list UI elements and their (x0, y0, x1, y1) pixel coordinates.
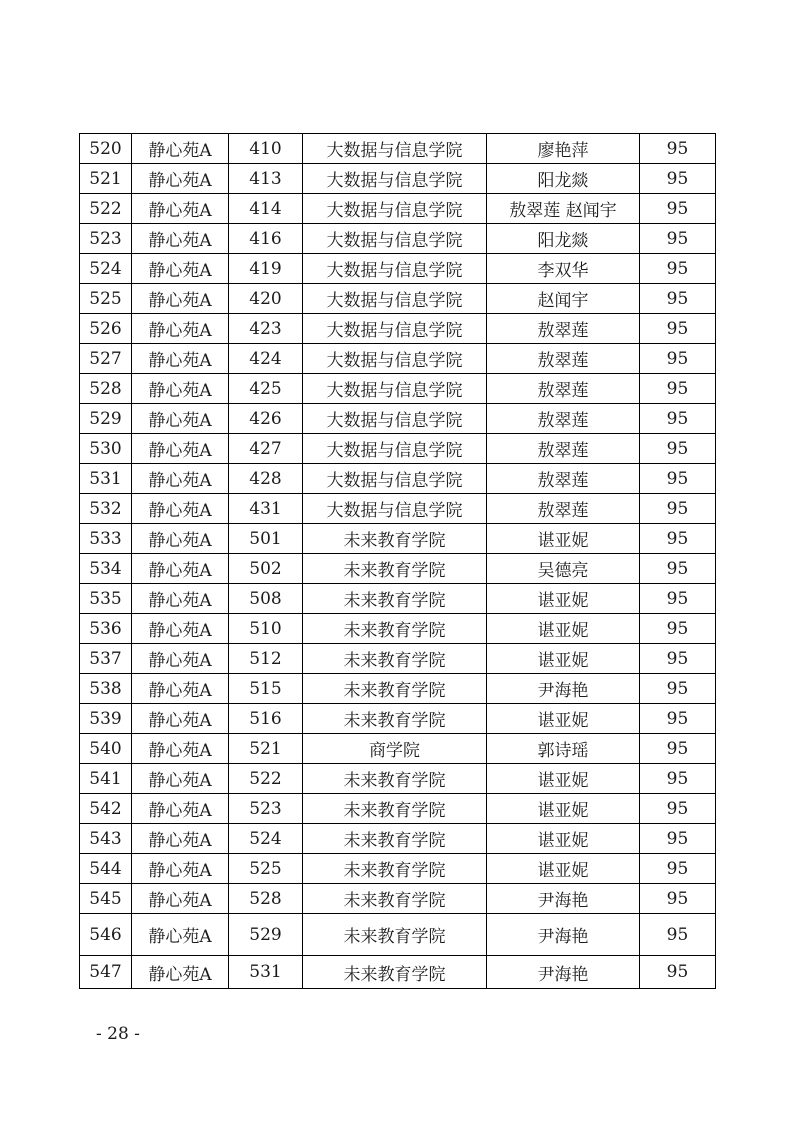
person-cell: 敖翠莲 (487, 434, 640, 464)
score-cell: 95 (640, 644, 716, 674)
dormitory-score-table (79, 133, 716, 989)
table-row (80, 794, 716, 824)
person-cell: 谌亚妮 (487, 614, 640, 644)
room-cell: 524 (229, 824, 303, 854)
row-number-cell: 534 (80, 554, 132, 584)
room-cell: 508 (229, 584, 303, 614)
building-cell: 静心苑A (132, 554, 229, 584)
person-cell: 尹海艳 (487, 884, 640, 914)
row-number-cell: 529 (80, 404, 132, 434)
person-cell: 廖艳萍 (487, 134, 640, 164)
row-number-cell: 540 (80, 734, 132, 764)
table-row (80, 314, 716, 344)
table-row (80, 404, 716, 434)
room-cell: 414 (229, 194, 303, 224)
person-cell: 敖翠莲 (487, 464, 640, 494)
score-cell: 95 (640, 674, 716, 704)
table-row (80, 884, 716, 914)
college-cell: 未来教育学院 (303, 704, 487, 734)
building-cell: 静心苑A (132, 614, 229, 644)
table-row (80, 614, 716, 644)
building-cell: 静心苑A (132, 134, 229, 164)
table-row (80, 224, 716, 254)
score-cell: 95 (640, 344, 716, 374)
table-row (80, 194, 716, 224)
score-cell: 95 (640, 884, 716, 914)
building-cell: 静心苑A (132, 644, 229, 674)
college-cell: 未来教育学院 (303, 584, 487, 614)
college-cell: 未来教育学院 (303, 764, 487, 794)
college-cell: 未来教育学院 (303, 674, 487, 704)
room-cell: 431 (229, 494, 303, 524)
score-cell: 95 (640, 284, 716, 314)
room-cell: 502 (229, 554, 303, 584)
table-row (80, 584, 716, 614)
college-cell: 大数据与信息学院 (303, 404, 487, 434)
building-cell: 静心苑A (132, 254, 229, 284)
building-cell: 静心苑A (132, 314, 229, 344)
row-number-cell: 532 (80, 494, 132, 524)
college-cell: 大数据与信息学院 (303, 254, 487, 284)
score-cell: 95 (640, 434, 716, 464)
building-cell: 静心苑A (132, 494, 229, 524)
table-row (80, 254, 716, 284)
row-number-cell: 528 (80, 374, 132, 404)
person-cell: 谌亚妮 (487, 824, 640, 854)
table-body (80, 134, 716, 989)
building-cell: 静心苑A (132, 194, 229, 224)
score-cell: 95 (640, 404, 716, 434)
page-number: - 28 - (96, 1024, 140, 1044)
room-cell: 525 (229, 854, 303, 884)
row-number-cell: 520 (80, 134, 132, 164)
building-cell: 静心苑A (132, 284, 229, 314)
row-number-cell: 538 (80, 674, 132, 704)
row-number-cell: 523 (80, 224, 132, 254)
row-number-cell: 522 (80, 194, 132, 224)
score-cell: 95 (640, 914, 716, 956)
room-cell: 423 (229, 314, 303, 344)
building-cell: 静心苑A (132, 584, 229, 614)
table-row (80, 284, 716, 314)
score-cell: 95 (640, 494, 716, 524)
score-cell: 95 (640, 584, 716, 614)
row-number-cell: 526 (80, 314, 132, 344)
building-cell: 静心苑A (132, 464, 229, 494)
person-cell: 敖翠莲 (487, 494, 640, 524)
college-cell: 未来教育学院 (303, 614, 487, 644)
building-cell: 静心苑A (132, 914, 229, 956)
score-cell: 95 (640, 134, 716, 164)
person-cell: 敖翠莲 (487, 374, 640, 404)
person-cell: 吴德亮 (487, 554, 640, 584)
room-cell: 523 (229, 794, 303, 824)
room-cell: 531 (229, 956, 303, 989)
row-number-cell: 536 (80, 614, 132, 644)
college-cell: 未来教育学院 (303, 554, 487, 584)
score-cell: 95 (640, 956, 716, 989)
person-cell: 谌亚妮 (487, 764, 640, 794)
room-cell: 521 (229, 734, 303, 764)
score-cell: 95 (640, 524, 716, 554)
table-row (80, 524, 716, 554)
college-cell: 大数据与信息学院 (303, 464, 487, 494)
room-cell: 419 (229, 254, 303, 284)
row-number-cell: 521 (80, 164, 132, 194)
building-cell: 静心苑A (132, 344, 229, 374)
person-cell: 敖翠莲 (487, 344, 640, 374)
person-cell: 阳龙燚 (487, 224, 640, 254)
room-cell: 428 (229, 464, 303, 494)
score-cell: 95 (640, 704, 716, 734)
row-number-cell: 524 (80, 254, 132, 284)
table-row (80, 374, 716, 404)
building-cell: 静心苑A (132, 764, 229, 794)
building-cell: 静心苑A (132, 524, 229, 554)
building-cell: 静心苑A (132, 884, 229, 914)
room-cell: 515 (229, 674, 303, 704)
building-cell: 静心苑A (132, 434, 229, 464)
row-number-cell: 527 (80, 344, 132, 374)
table-row (80, 134, 716, 164)
person-cell: 谌亚妮 (487, 524, 640, 554)
person-cell: 郭诗瑶 (487, 734, 640, 764)
room-cell: 420 (229, 284, 303, 314)
row-number-cell: 541 (80, 764, 132, 794)
score-cell: 95 (640, 254, 716, 284)
person-cell: 赵闻宇 (487, 284, 640, 314)
score-cell: 95 (640, 314, 716, 344)
table-row (80, 554, 716, 584)
row-number-cell: 546 (80, 914, 132, 956)
score-cell: 95 (640, 794, 716, 824)
college-cell: 未来教育学院 (303, 644, 487, 674)
row-number-cell: 544 (80, 854, 132, 884)
building-cell: 静心苑A (132, 794, 229, 824)
college-cell: 大数据与信息学院 (303, 374, 487, 404)
college-cell: 未来教育学院 (303, 956, 487, 989)
table-row (80, 764, 716, 794)
building-cell: 静心苑A (132, 956, 229, 989)
room-cell: 427 (229, 434, 303, 464)
row-number-cell: 545 (80, 884, 132, 914)
person-cell: 尹海艳 (487, 914, 640, 956)
room-cell: 424 (229, 344, 303, 374)
row-number-cell: 537 (80, 644, 132, 674)
college-cell: 未来教育学院 (303, 794, 487, 824)
person-cell: 谌亚妮 (487, 584, 640, 614)
room-cell: 501 (229, 524, 303, 554)
room-cell: 410 (229, 134, 303, 164)
person-cell: 敖翠莲 赵闻宇 (487, 194, 640, 224)
score-cell: 95 (640, 194, 716, 224)
building-cell: 静心苑A (132, 854, 229, 884)
college-cell: 大数据与信息学院 (303, 344, 487, 374)
table-row (80, 164, 716, 194)
room-cell: 528 (229, 884, 303, 914)
score-cell: 95 (640, 764, 716, 794)
building-cell: 静心苑A (132, 224, 229, 254)
score-cell: 95 (640, 164, 716, 194)
row-number-cell: 547 (80, 956, 132, 989)
college-cell: 未来教育学院 (303, 914, 487, 956)
college-cell: 大数据与信息学院 (303, 494, 487, 524)
person-cell: 李双华 (487, 254, 640, 284)
person-cell: 尹海艳 (487, 674, 640, 704)
table-row (80, 914, 716, 956)
college-cell: 未来教育学院 (303, 824, 487, 854)
building-cell: 静心苑A (132, 734, 229, 764)
room-cell: 516 (229, 704, 303, 734)
score-cell: 95 (640, 614, 716, 644)
table-row (80, 674, 716, 704)
table-row (80, 854, 716, 884)
dormitory-score-table-container (79, 133, 715, 989)
room-cell: 416 (229, 224, 303, 254)
college-cell: 未来教育学院 (303, 854, 487, 884)
college-cell: 大数据与信息学院 (303, 284, 487, 314)
building-cell: 静心苑A (132, 164, 229, 194)
person-cell: 尹海艳 (487, 956, 640, 989)
building-cell: 静心苑A (132, 404, 229, 434)
person-cell: 阳龙燚 (487, 164, 640, 194)
score-cell: 95 (640, 224, 716, 254)
building-cell: 静心苑A (132, 674, 229, 704)
table-row (80, 704, 716, 734)
person-cell: 谌亚妮 (487, 854, 640, 884)
person-cell: 谌亚妮 (487, 794, 640, 824)
row-number-cell: 539 (80, 704, 132, 734)
college-cell: 大数据与信息学院 (303, 314, 487, 344)
room-cell: 413 (229, 164, 303, 194)
college-cell: 大数据与信息学院 (303, 194, 487, 224)
college-cell: 未来教育学院 (303, 524, 487, 554)
score-cell: 95 (640, 464, 716, 494)
row-number-cell: 535 (80, 584, 132, 614)
row-number-cell: 525 (80, 284, 132, 314)
college-cell: 大数据与信息学院 (303, 134, 487, 164)
score-cell: 95 (640, 854, 716, 884)
room-cell: 512 (229, 644, 303, 674)
college-cell: 大数据与信息学院 (303, 224, 487, 254)
table-row (80, 344, 716, 374)
table-row (80, 644, 716, 674)
person-cell: 谌亚妮 (487, 704, 640, 734)
person-cell: 谌亚妮 (487, 644, 640, 674)
score-cell: 95 (640, 734, 716, 764)
score-cell: 95 (640, 374, 716, 404)
table-row (80, 824, 716, 854)
person-cell: 敖翠莲 (487, 314, 640, 344)
score-cell: 95 (640, 554, 716, 584)
table-row (80, 464, 716, 494)
room-cell: 522 (229, 764, 303, 794)
row-number-cell: 533 (80, 524, 132, 554)
college-cell: 未来教育学院 (303, 884, 487, 914)
building-cell: 静心苑A (132, 374, 229, 404)
row-number-cell: 542 (80, 794, 132, 824)
table-row (80, 956, 716, 989)
row-number-cell: 531 (80, 464, 132, 494)
room-cell: 425 (229, 374, 303, 404)
room-cell: 426 (229, 404, 303, 434)
room-cell: 529 (229, 914, 303, 956)
person-cell: 敖翠莲 (487, 404, 640, 434)
row-number-cell: 543 (80, 824, 132, 854)
college-cell: 商学院 (303, 734, 487, 764)
building-cell: 静心苑A (132, 824, 229, 854)
college-cell: 大数据与信息学院 (303, 434, 487, 464)
row-number-cell: 530 (80, 434, 132, 464)
table-row (80, 434, 716, 464)
score-cell: 95 (640, 824, 716, 854)
room-cell: 510 (229, 614, 303, 644)
college-cell: 大数据与信息学院 (303, 164, 487, 194)
table-row (80, 494, 716, 524)
building-cell: 静心苑A (132, 704, 229, 734)
table-row (80, 734, 716, 764)
